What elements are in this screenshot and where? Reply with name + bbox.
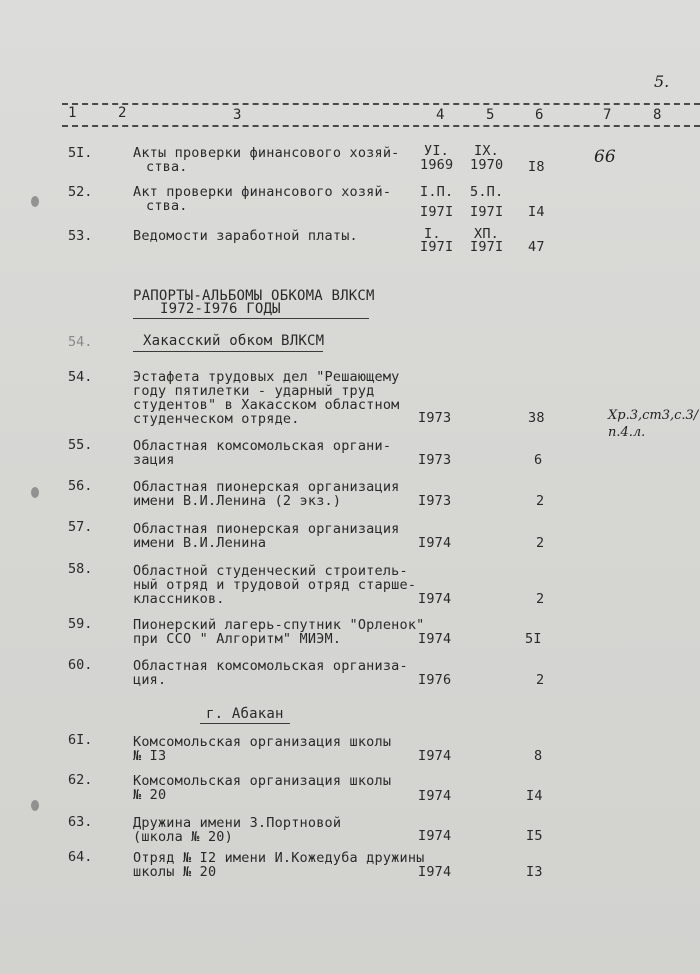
row-text: (школа № 20) <box>133 829 233 845</box>
row-text: ный отряд и трудовой отряд старше- <box>133 577 417 593</box>
item-count: 38 <box>528 410 545 426</box>
date-to: I97I <box>470 204 504 220</box>
year: I974 <box>418 788 452 804</box>
row-number: 5I. <box>68 145 93 161</box>
row-text: ция. <box>133 672 167 688</box>
date-to: ХП. <box>474 226 499 242</box>
row-number: 59. <box>68 616 93 632</box>
page-number: 5. <box>654 72 670 91</box>
column-header-6: 6 <box>535 107 544 123</box>
item-count: 2 <box>536 591 545 607</box>
column-header-4: 4 <box>436 107 445 123</box>
row-number: 62. <box>68 772 93 788</box>
column-header-7: 7 <box>603 107 612 123</box>
item-count: 2 <box>536 493 545 509</box>
date-from: I.П. <box>420 184 454 200</box>
handwritten-number: 66 <box>594 147 616 167</box>
column-header-5: 5 <box>486 107 495 123</box>
binder-hole <box>31 196 39 207</box>
section-title: РАПОРТЫ-АЛЬБОМЫ ОБКОМА ВЛКСМ <box>133 288 375 304</box>
header-rule-top <box>62 103 700 105</box>
year: I974 <box>418 535 452 551</box>
date-from: 1969 <box>420 157 454 173</box>
row-text: Пионерский лагерь-спутник "Орленок" <box>133 617 425 633</box>
row-number: 57. <box>68 519 93 535</box>
column-header-1: 1 <box>68 105 77 121</box>
row-number: 63. <box>68 814 93 830</box>
item-count: I8 <box>528 159 545 175</box>
row-number: 53. <box>68 228 93 244</box>
year: I974 <box>418 864 452 880</box>
row-text: зация <box>133 452 175 468</box>
subsection-underline <box>133 351 323 352</box>
column-header-2: 2 <box>118 105 127 121</box>
row-text: имени В.И.Ленина <box>133 535 267 551</box>
year: I973 <box>418 493 452 509</box>
row-text: Областная пионерская организация <box>133 521 400 537</box>
row-text: Областная пионерская организация <box>133 479 400 495</box>
item-count: I5 <box>526 828 543 844</box>
section-subtitle: I972-I976 ГОДЫ <box>160 301 281 317</box>
item-count: I4 <box>528 204 545 220</box>
row-text: году пятилетки - ударный труд <box>133 383 375 399</box>
row-text: ства. <box>146 198 188 214</box>
date-to: 5.П. <box>470 184 504 200</box>
item-count: 2 <box>536 672 545 688</box>
item-count: 2 <box>536 535 545 551</box>
row-text: Отряд № I2 имени И.Кожедуба дружины <box>133 850 425 866</box>
section-underline <box>133 318 369 319</box>
row-text: Комсомольская организация школы <box>133 773 392 789</box>
item-count: 5I <box>525 631 542 647</box>
row-number: 58. <box>68 561 93 577</box>
item-count: I4 <box>526 788 543 804</box>
year: I974 <box>418 828 452 844</box>
subsection-title: г. Абакан <box>206 706 284 722</box>
row-text: № I3 <box>133 748 167 764</box>
year: I973 <box>418 410 452 426</box>
row-text: Областной студенческий строитель- <box>133 563 408 579</box>
binder-hole <box>31 800 39 811</box>
row-text: Акты проверки финансового хозяй- <box>133 145 400 161</box>
row-number: 54. <box>68 334 93 350</box>
subsection-title: Хакасский обком ВЛКСМ <box>143 333 325 349</box>
item-count: 6 <box>534 452 543 468</box>
handwritten-note-line: Хр.3,ст3,с.3/ <box>608 408 699 423</box>
item-count: 47 <box>528 239 545 255</box>
year: I973 <box>418 452 452 468</box>
row-text: Ведомости заработной платы. <box>133 228 358 244</box>
date-from: I97I <box>420 204 454 220</box>
row-text: при ССО " Алгоритм" МИЭМ. <box>133 631 342 647</box>
column-header-3: 3 <box>233 107 242 123</box>
date-to: IX. <box>474 143 499 159</box>
row-number: 52. <box>68 184 93 200</box>
row-text: Комсомольская организация школы <box>133 734 392 750</box>
row-text: Областная комсомольская организа- <box>133 658 408 674</box>
column-header-8: 8 <box>653 107 662 123</box>
year: I976 <box>418 672 452 688</box>
row-text: классников. <box>133 591 225 607</box>
row-text: № 20 <box>133 787 167 803</box>
row-number: 6I. <box>68 732 93 748</box>
year: I974 <box>418 591 452 607</box>
row-text: ства. <box>146 159 188 175</box>
row-text: имени В.И.Ленина (2 экз.) <box>133 493 342 509</box>
row-text: студентов" в Хакасском областном <box>133 397 400 413</box>
handwritten-note-line: п.4.л. <box>608 425 646 440</box>
row-number: 56. <box>68 478 93 494</box>
row-text: школы № 20 <box>133 864 217 880</box>
row-number: 60. <box>68 657 93 673</box>
binder-hole <box>31 487 39 498</box>
row-text: Областная комсомольская органи- <box>133 438 392 454</box>
item-count: 8 <box>534 748 543 764</box>
date-from: I97I <box>420 239 454 255</box>
handwritten-note <box>608 407 698 441</box>
row-number: 54. <box>68 369 93 385</box>
row-number: 55. <box>68 437 93 453</box>
row-number: 64. <box>68 849 93 865</box>
year: I974 <box>418 748 452 764</box>
date-from: УI. <box>424 143 449 159</box>
header-rule-bottom <box>62 125 700 127</box>
row-text: Акт проверки финансового хозяй- <box>133 184 392 200</box>
row-text: Дружина имени З.Портновой <box>133 815 342 831</box>
date-from: I. <box>424 226 441 242</box>
date-to: 1970 <box>470 157 504 173</box>
date-to: I97I <box>470 239 504 255</box>
year: I974 <box>418 631 452 647</box>
row-text: студенческом отряде. <box>133 411 300 427</box>
subsection-underline <box>200 723 290 724</box>
row-text: Эстафета трудовых дел "Решающему <box>133 369 400 385</box>
item-count: I3 <box>526 864 543 880</box>
